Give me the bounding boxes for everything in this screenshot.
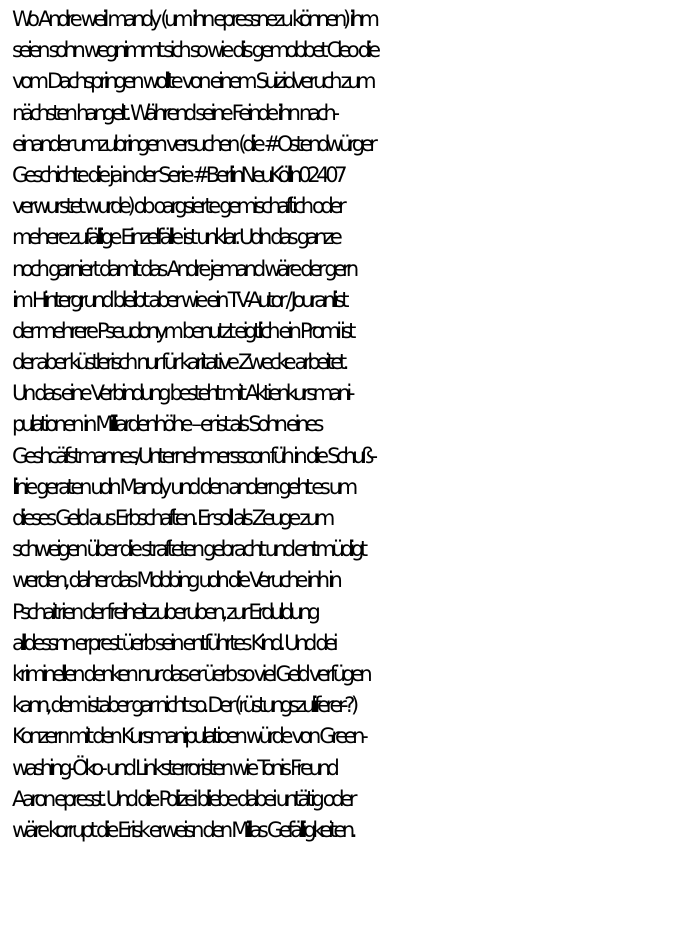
text-line: seien sohn wegnimmt sich so wie dis gemobbet Cleo die [12,38,377,63]
text-line: Wo Andre weil mandy (um ihn epressnezu können) ihm [12,7,376,31]
text-line: Pschaitrien der freiheit zuberuben, zur Erduldung [12,599,317,624]
text-line: der mehrere Pseudonym benutzt eigtlich ein Promi ist [12,318,353,343]
text-line: washing-Öko- und Linksterroristen wie Tonis Freund [12,755,336,780]
text-line: schweigen über die strafteten gebracht und entmüdigt [12,537,364,562]
text-line: alldessnn erprest üerb sein entführtes Kind. Und dei [12,630,335,655]
text-line: pulationen in Milliardenhöhe – er ist als Sohn eines [12,412,321,437]
text-line: einander umzubringen versuchen (die #Ostendwürger [12,131,374,156]
text-line: linie geraten udn Mandy und den andern geht es um [12,474,354,499]
text-line: wäre korrupt die Erisk erweisn den Millas Gefälligkeiten. [12,817,354,842]
text-line: kriminellen denken nur das er üerb so viel Geld verfügen [12,661,369,686]
text-line: Geschichte die ja in der Serie #BerlinNeuKölln02407 [12,162,344,187]
text-line: Un das eine Verbindung besteht mit Aktienkursmani- [12,381,352,406]
text-line: kann, dem istaber gar nicht so. Der (rüstungszuliferer-?) [12,693,355,718]
text-line: nächsten hangelt. Während seine Feinde ihn nach- [12,100,336,125]
text-line: Geshcäfstmannes/Unternehmersscon füh in die Schuß- [12,443,374,468]
text-line: noch garniert damit das Andre jemand wäre der gern [12,256,355,281]
text-line: der aber küstlerisch nur für karitative Zwecke arbeitet. [12,350,346,375]
text-line: Konzern mit den Kursmanipulatioen würde von Green- [12,724,365,749]
text-line: im Hintergrund bleibt aber wie ein TV-Autor / Jouranlist [12,287,346,312]
text-line: verwurstet wurde) ob oargsierte gemischaftich oder [12,194,343,219]
text-line: dieses Geld aus Erbschaften. Er soll als Zeuge zum [12,506,331,530]
text-line: Aaron epresst. Und die Polizei bliebe dabei untätig oder [12,786,354,811]
text-line: vom Dachspringen wollte von einem Suizidveruch zum [12,69,373,94]
text-line: mehere zufällige Einzelfälle ist unklar. Udn das ganze [12,225,339,250]
text-line: werden, daher das Mobbing udn die Veruche inh in [12,568,339,593]
document-body [12,4,684,846]
